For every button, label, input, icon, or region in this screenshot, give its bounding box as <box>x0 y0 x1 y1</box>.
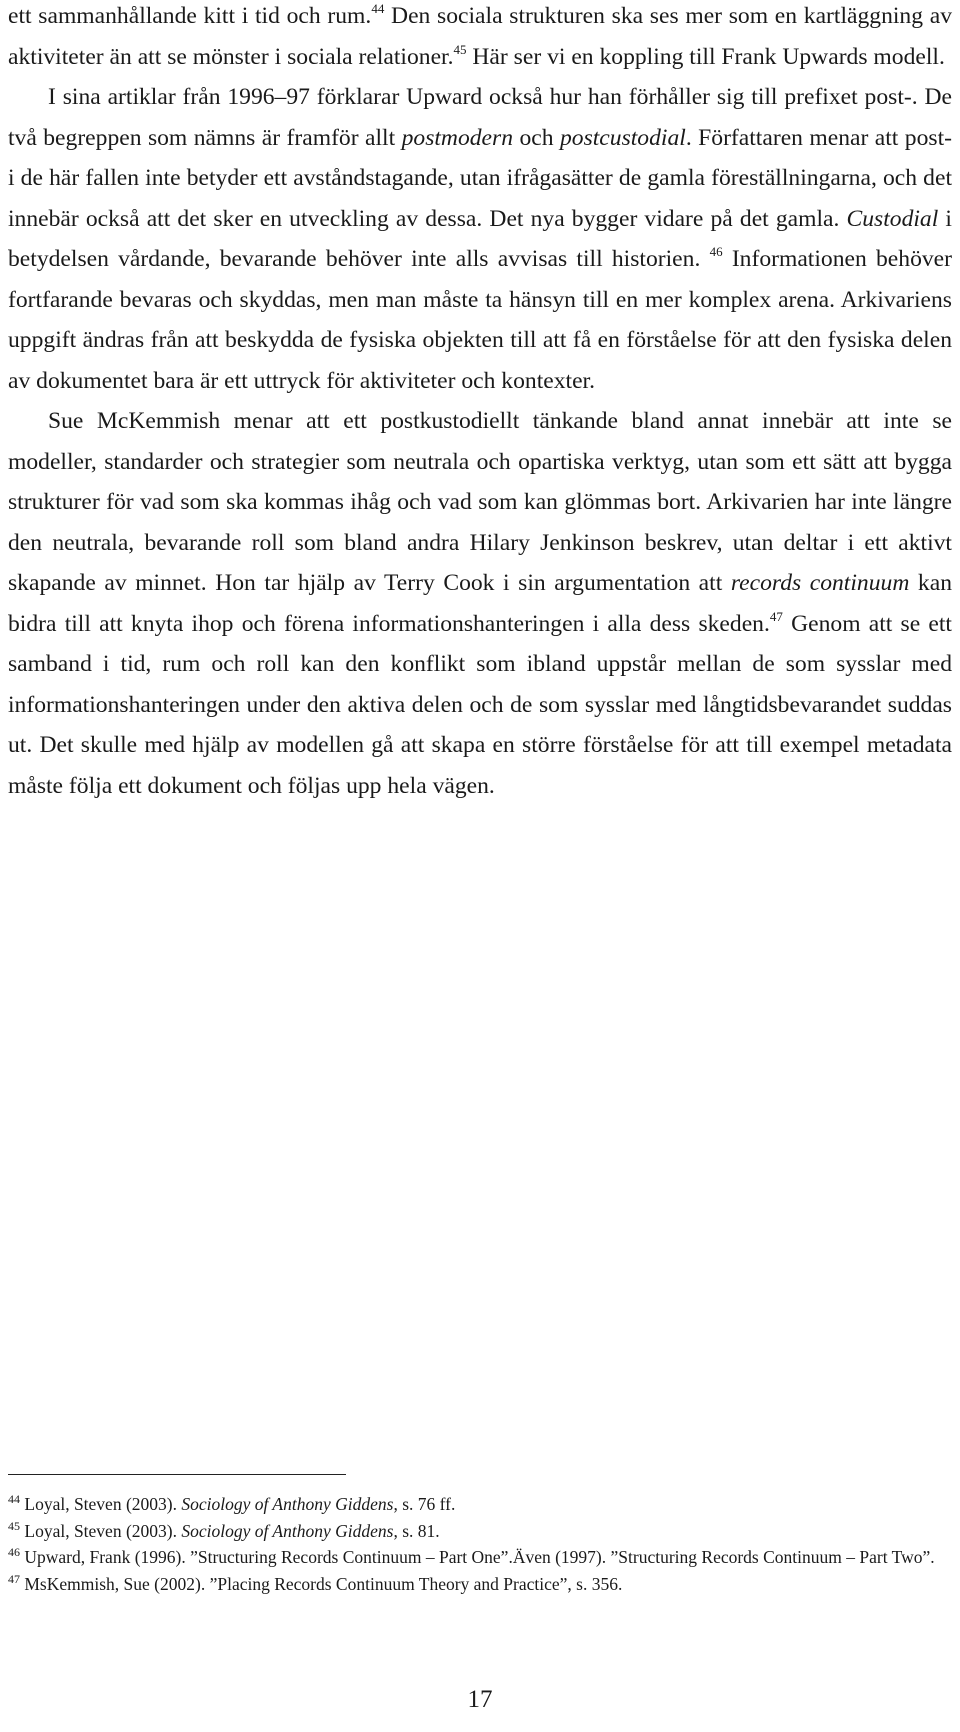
text-span: Genom att se ett samband i tid, rum och roll kan den konflikt som ibland uppstår mellan de som sysslar med informationshanteringen under den aktiva delen och de som sysslar med långtidsbevarandet suddas ut. Det skulle med hjälp av modellen gå att skapa en större förståelse för att till exempel metadata måste följa ett dokument och följas upp hela vägen. <box>8 610 952 799</box>
footnote-number: 45 <box>8 1518 20 1533</box>
text-span: ett sammanhållande kitt i tid och rum. <box>8 3 372 29</box>
paragraph-3 <box>8 401 952 806</box>
footnote-46 <box>8 1544 952 1571</box>
text-span: Sue McKemmish menar att ett postkustodiellt tänkande bland annat innebär att inte se modeller, standarder och strategier som neutrala och opartiska verktyg, utan som ett sätt att bygga strukturer för vad som ska kommas ihåg och vad som kan glömmas bort. Arkivarien har inte längre den neutrala, bevarande roll som bland andra Hilary Jenkinson beskrev, utan deltar i ett aktivt skapande av minnet. Hon tar hjälp av Terry Cook i sin argumentation att <box>8 408 952 596</box>
text-span: Den sociala strukturen ska ses mer som en kartläggning av aktiviteter än att se mönster i sociala relationer. <box>8 3 953 70</box>
footnote-number: 47 <box>8 1571 20 1586</box>
paragraph-1 <box>8 0 952 77</box>
italic-term: Custodial <box>846 205 939 232</box>
footnote-text: Loyal, Steven (2003). <box>20 1494 182 1514</box>
footnote-text: Loyal, Steven (2003). <box>20 1520 182 1541</box>
italic-term: postmodern <box>401 124 514 151</box>
footnote-text: , s. 76 ff. <box>393 1494 456 1514</box>
page-number: 17 <box>467 1686 493 1713</box>
italic-term: postcustodial <box>559 124 686 151</box>
footnote-number: 46 <box>8 1545 20 1560</box>
footnote-ref-46[interactable]: 46 <box>709 244 723 260</box>
footnotes <box>8 1491 952 1597</box>
text-span: i betydelsen vårdande, bevarande behöver inte alls avvisas till historien. <box>8 205 952 272</box>
text-span: kan bidra till att knyta ihop och förena informationshanteringen i alla dess skeden. <box>8 570 952 637</box>
footnote-title: Sociology of Anthony Giddens <box>181 1520 394 1541</box>
text-span: Informationen behöver fortfarande bevaras och skyddas, men man måste ta hänsyn till en mer komplex arena. Arkivariens uppgift ändras från att beskydda de fysiska objekten till att få en förståelse för att den fysiska delen av dokumentet bara är ett uttryck för aktiviteter och kontexter. <box>8 246 952 394</box>
footnote-ref-47[interactable]: 47 <box>769 608 783 624</box>
italic-term: records continuum <box>730 570 910 596</box>
footnote-text: Upward, Frank (1996). ”Structuring Records Continuum – Part One”.Även (1997). ”Structuring Records Continuum – Part Two”. <box>20 1547 935 1567</box>
paragraph-2 <box>8 77 952 401</box>
footnote-text: MsKemmish, Sue (2002). ”Placing Records Continuum Theory and Practice”, s. 356. <box>20 1573 623 1594</box>
text-span: och <box>513 124 560 151</box>
footnote-ref-44[interactable]: 44 <box>371 1 385 17</box>
footnote-45 <box>8 1518 952 1545</box>
text-span: . Författaren menar att post- i de här fallen inte betyder ett avståndstagande, utan ifrågasätter de gamla föreställningarna, och det innebär också att det sker en utveckling av dessa. Det nya bygger vidare på det gamla. <box>8 124 952 232</box>
footnote-47 <box>8 1571 952 1598</box>
text-span: Här ser vi en koppling till Frank Upwards modell. <box>466 43 945 70</box>
body-text <box>8 0 952 806</box>
text-span: I sina artiklar från 1996–97 förklarar Upward också hur han förhåller sig till prefixet post-. De två begreppen som nämns är framför allt <box>8 84 952 151</box>
footnote-ref-45[interactable]: 45 <box>453 41 467 57</box>
footnote-number: 44 <box>8 1492 20 1507</box>
footnote-text: , s. 81. <box>393 1520 440 1541</box>
footnote-divider <box>8 1474 346 1475</box>
footnote-title: Sociology of Anthony Giddens <box>181 1494 394 1514</box>
footnote-44 <box>8 1491 952 1518</box>
